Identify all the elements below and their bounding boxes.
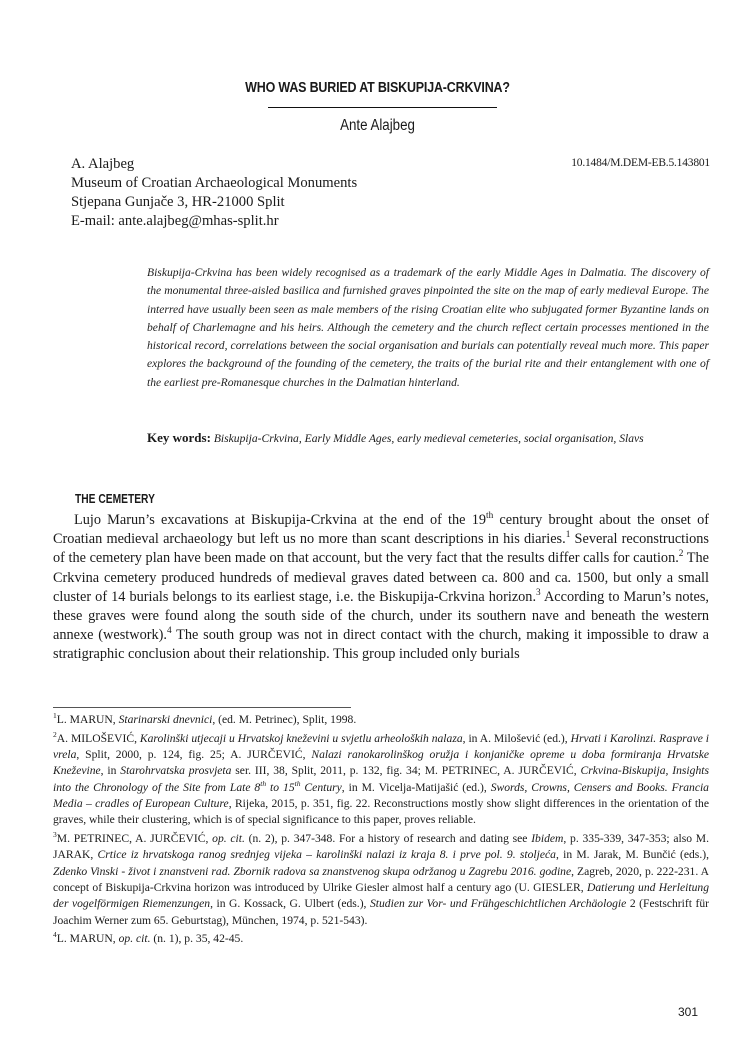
citation-title: Starohrvatska prosvjeta xyxy=(120,764,232,778)
footnote-number: 2 xyxy=(53,729,57,739)
author-affiliation xyxy=(71,155,357,231)
affiliation-address: Stjepana Gunjače 3, HR-21000 Split xyxy=(71,194,285,210)
footnote-ref[interactable]: 4 xyxy=(166,626,172,637)
citation-title: Century xyxy=(300,780,342,794)
keywords-list: Biskupija-Crkvina, Early Middle Ages, early medieval cemeteries, social organisation, Slavs xyxy=(213,432,644,445)
citation-title: Karolinški utjecaji u Hrvatskoj kneževini u svjetlu arheoloških nalaza xyxy=(139,731,463,745)
keywords xyxy=(147,430,717,446)
citation-title: Hrvati i Karolinzi. Rasprave i vrela xyxy=(53,731,709,762)
footnote-3: $^3$M. PETRINEC, A. JURČEVIĆ, op. cit. (n. 2), p. 347-348. For a history of research and dating see Ibidem, p. 335-339, 347-353; also M. JARAK, Crtice iz hrvatskoga ranog srednjeg vijeka – karolinški nalazi iz kraja 8. i prve pol. 9. stoljeća, in M. Jarak, M. Bunčić (eds.), Zdenko Vinski - život i znanstveni rad. Zbornik radova sa znanstvenog skupa održanog u Zagrebu 2016. godine, Zagreb, 2020, p. 222-231. A concept of Biskupija-Crkvina horizon was introduced by Ulrike Giesler almost half a century ago (U. GIESLER, Datierung und Herleitung der vogelförmigen Riemenzungen, in G. Kossack, G. Ulbert (eds.), Studien zur Vor- und Frühgeschichtlichen Archäologie 2 (Festschrift für Joachim Werner zum 65. Geburtstag), München, 1974, p. 521-543). xyxy=(53,830,710,927)
section-heading: THE CEMETERY xyxy=(75,492,155,506)
citation-title: op. cit. xyxy=(212,832,245,846)
citation-title: Crkvina-Biskupija, Insights into the Chronology of the Site from Late 8 xyxy=(53,764,709,794)
citation-title: to 15 xyxy=(266,780,295,794)
citation-title: Ibidem xyxy=(531,832,564,846)
page-number: 301 xyxy=(677,1005,698,1019)
ordinal-suffix: th xyxy=(260,778,267,788)
affiliation-name: A. Alajbeg xyxy=(71,156,135,172)
keywords-label: Key words: xyxy=(147,430,211,445)
footnote-ref[interactable]: 1 xyxy=(565,530,571,541)
abstract: Biskupija-Crkvina has been widely recognised as a trademark of the early Middle Ages in Dalmatia. The discovery of the monumental three-aisled basilica and furnished graves pinpointed the site on the map of early medieval Europe. The interred have usually been seen as male members of the rising Croatian elite who subjugated former Byzantine lands on behalf of Charlemagne and his heirs. Although the cemetery and the church reflect certain processes mentioned in the historical record, correlations between the social organisation and burials can potentially reveal much more. This paper explores the background of the founding of the cemetery, the traits of the burial rite and their entanglement with one of the earliest pre-Romanesque churches in the Dalmatian hinterland. xyxy=(147,266,709,389)
citation-title: Zdenko Vinski - život i znanstveni rad. Zbornik radova sa znanstvenog skupa održanog u Zagrebu 2016. godine xyxy=(53,864,572,878)
article-title: WHO WAS BURIED AT BISKUPIJA-CRKVINA? xyxy=(245,80,510,96)
citation-title: Studien zur Vor- und Frühgeschichtlichen Archäologie xyxy=(369,897,627,911)
ordinal-suffix: th xyxy=(294,778,301,788)
footnotes xyxy=(53,712,709,950)
footnote-ref[interactable]: 2 xyxy=(678,549,684,560)
citation-title: op. cit. xyxy=(118,932,151,946)
citation-title: Datierung und Herleitung der vogelförmigen Riemenzungen xyxy=(53,880,710,911)
footnote-number: 4 xyxy=(53,930,57,940)
ordinal-suffix: th xyxy=(486,511,494,522)
footnote-2: $^2$A. MILOŠEVIĆ, Karolinški utjecaji u Hrvatskoj kneževini u svjetlu arheoloških nalaza, in A. Milošević (ed.), Hrvati i Karolinzi. Rasprave i vrela, Split, 2000, p. 124, fig. 25; A. JURČEVIĆ, Nalazi ranokarolinškog oružja i konjaničke opreme u doba formiranja Hrvatske Kneževine, in Starohrvatska prosvjeta ser. III, 38, Split, 2011, p. 132, fig. 34; M. PETRINEC, A. JURČEVIĆ, Crkvina-Biskupija, Insights into the Chronology of the Site from Late 8th to 15th Century, in M. Vicelja-Matijašić (ed.), Swords, Crowns, Censers and Books. Francia Media – cradles of European Culture, Rijeka, 2015, p. 351, fig. 22. Reconstructions mostly show slight differences in the orientation of the graves, while their clustering, which is of special significance to this paper, proves reliable. xyxy=(53,729,709,827)
footnote-number: 1 xyxy=(53,711,57,721)
footnote-4: $^4$L. MARUN, op. cit. (n. 1), p. 35, 42-45. xyxy=(53,930,244,946)
title-rule xyxy=(268,107,497,108)
citation-title: Crtice iz hrvatskoga ranog srednjeg vijeka – karolinški nalazi iz kraja 8. i prve pol. 9. stoljeća xyxy=(97,848,556,862)
citation-title: Nalazi ranokarolinškog oružja i konjaničke opreme u doba formiranja Hrvatske Kneževine xyxy=(53,748,709,778)
body-paragraph: Lujo Marun’s excavations at Biskupija-Crkvina at the end of the 19th century brought about the onset of Croatian medieval archaeology but left us no more than scant descriptions in his diaries.$^1$ Several reconstructions of the cemetery plan have been made on that account, but the very fact that the results differ calls for caution.$^2$ The Crkvina cemetery produced hundreds of medieval graves dated between ca. 800 and ca. 1500, but only a small cluster of 14 burials belongs to its earliest stage, i.e. the Biskupija-Crkvina horizon.$^3$ According to Marun’s notes, these graves were found along the south side of the church, under its southern nave and beneath the western annexe (westwork).$^4$ The south group was not in direct contact with the church, making it impossible to draw a stratigraphic conclusion about their relationship. This group included only burials xyxy=(53,511,710,663)
doi[interactable]: 10.1484/M.DEM-EB.5.143801 xyxy=(571,157,710,169)
footnote-1: $^1$L. MARUN, Starinarski dnevnici, (ed. M. Petrinec), Split, 1998. xyxy=(53,711,357,726)
footnote-ref[interactable]: 3 xyxy=(536,588,541,599)
footnote-number: 3 xyxy=(53,830,57,840)
affiliation-email[interactable]: E-mail: ante.alajbeg@mhas-split.hr xyxy=(71,213,279,229)
citation-title: Swords, Crowns, Censers and Books. Francia Media – cradles of European Culture xyxy=(53,780,709,810)
affiliation-institution: Museum of Croatian Archaeological Monuments xyxy=(71,175,358,191)
citation-title: Starinarski dnevnici xyxy=(118,713,213,726)
footnote-rule xyxy=(53,707,351,708)
article-author: Ante Alajbeg xyxy=(340,117,415,134)
